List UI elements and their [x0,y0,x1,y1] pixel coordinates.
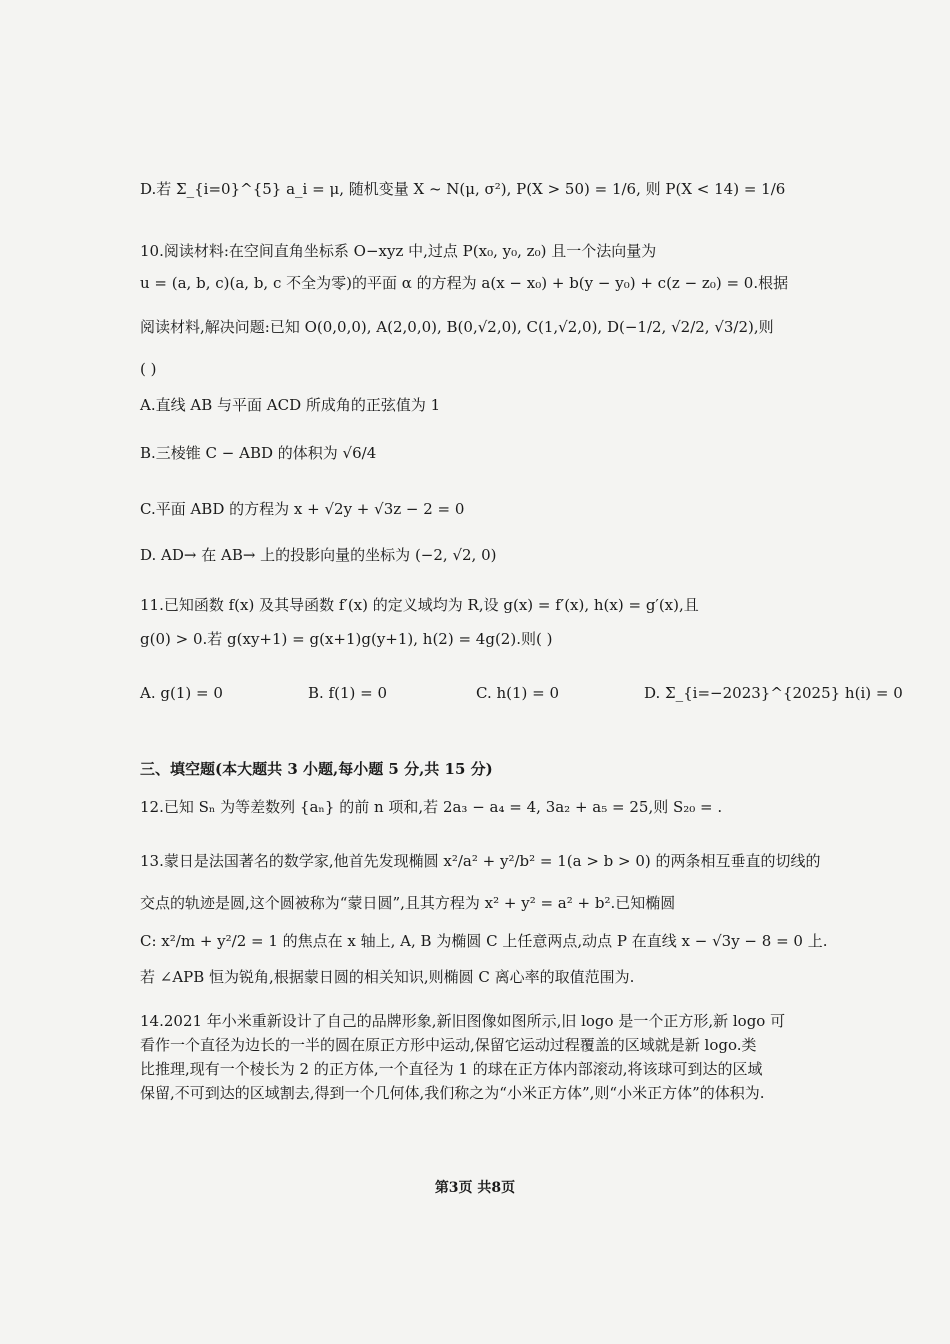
q11-option-c: C. h(1) = 0 [476,684,560,702]
q14-line1: 14.2021 年小米重新设计了自己的品牌形象,新旧图像如图所示,旧 logo 是一个正方形,新 logo 可 [140,1012,786,1030]
q13-line4: 若 ∠APB 恒为锐角,根据蒙日圆的相关知识,则椭圆 C 离心率的取值范围为. [140,968,635,986]
q10-option-a: A.直线 AB 与平面 ACD 所成角的正弦值为 1 [140,396,441,414]
q11-stem-line1: 11.已知函数 f(x) 及其导函数 f′(x) 的定义域均为 R,设 g(x) = f′(x), h(x) = g′(x),且 [140,596,699,614]
q14-line3: 比推理,现有一个棱长为 2 的正方体,一个直径为 1 的球在正方体内部滚动,将该球可到达的区域 [140,1060,763,1078]
q10-option-c: C.平面 ABD 的方程为 x + √2y + √3z − 2 = 0 [140,500,465,518]
q10-stem-line2: u = (a, b, c)(a, b, c 不全为零)的平面 α 的方程为 a(x − x₀) + b(y − y₀) + c(z − z₀) = 0.根据 [140,274,789,292]
q10-stem-line3: 阅读材料,解决问题:已知 O(0,0,0), A(2,0,0), B(0,√2,0), C(1,√2,0), D(−1/2, √2/2, √3/2),则 [140,318,774,336]
section-heading-fill-in: 三、填空题(本大题共 3 小题,每小题 5 分,共 15 分) [140,760,493,778]
q10-stem-line1: 10.阅读材料:在空间直角坐标系 O−xyz 中,过点 P(x₀, y₀, z₀) 且一个法向量为 [140,242,657,260]
q10-answer-paren: ( ) [140,360,157,378]
page-number: 第3页 共8页 [434,1180,516,1196]
q12-text: 12.已知 Sₙ 为等差数列 {aₙ} 的前 n 项和,若 2a₃ − a₄ = 4, 3a₂ + a₅ = 25,则 S₂₀ = . [140,798,723,816]
q14-line4: 保留,不可到达的区域割去,得到一个几何体,我们称之为“小米正方体”,则“小米正方体”的体积为. [140,1084,765,1102]
q10-option-b: B.三棱锥 C − ABD 的体积为 √6/4 [140,444,377,462]
q14-line2: 看作一个直径为边长的一半的圆在原正方形中运动,保留它运动过程覆盖的区域就是新 logo.类 [140,1036,757,1054]
q13-line1: 13.蒙日是法国著名的数学家,他首先发现椭圆 x²/a² + y²/b² = 1(a > b > 0) 的两条相互垂直的切线的 [140,852,821,870]
q11-option-d: D. Σ_{i=−2023}^{2025} h(i) = 0 [644,684,903,702]
q11-option-b: B. f(1) = 0 [308,684,388,702]
q13-line3: C: x²/m + y²/2 = 1 的焦点在 x 轴上, A, B 为椭圆 C 上任意两点,动点 P 在直线 x − √3y − 8 = 0 上. [140,932,828,950]
q11-option-a: A. g(1) = 0 [140,684,223,702]
q9-option-d: D.若 Σ_{i=0}^{5} a_i = μ, 随机变量 X ~ N(μ, σ²), P(X > 50) = 1/6, 则 P(X < 14) = 1/6 [140,180,786,198]
q10-option-d: D. AD→ 在 AB→ 上的投影向量的坐标为 (−2, √2, 0) [140,546,497,564]
q11-stem-line2: g(0) > 0.若 g(xy+1) = g(x+1)g(y+1), h(2) = 4g(2).则( ) [140,630,553,648]
q13-line2: 交点的轨迹是圆,这个圆被称为“蒙日圆”,且其方程为 x² + y² = a² + b².已知椭圆 [140,894,676,912]
